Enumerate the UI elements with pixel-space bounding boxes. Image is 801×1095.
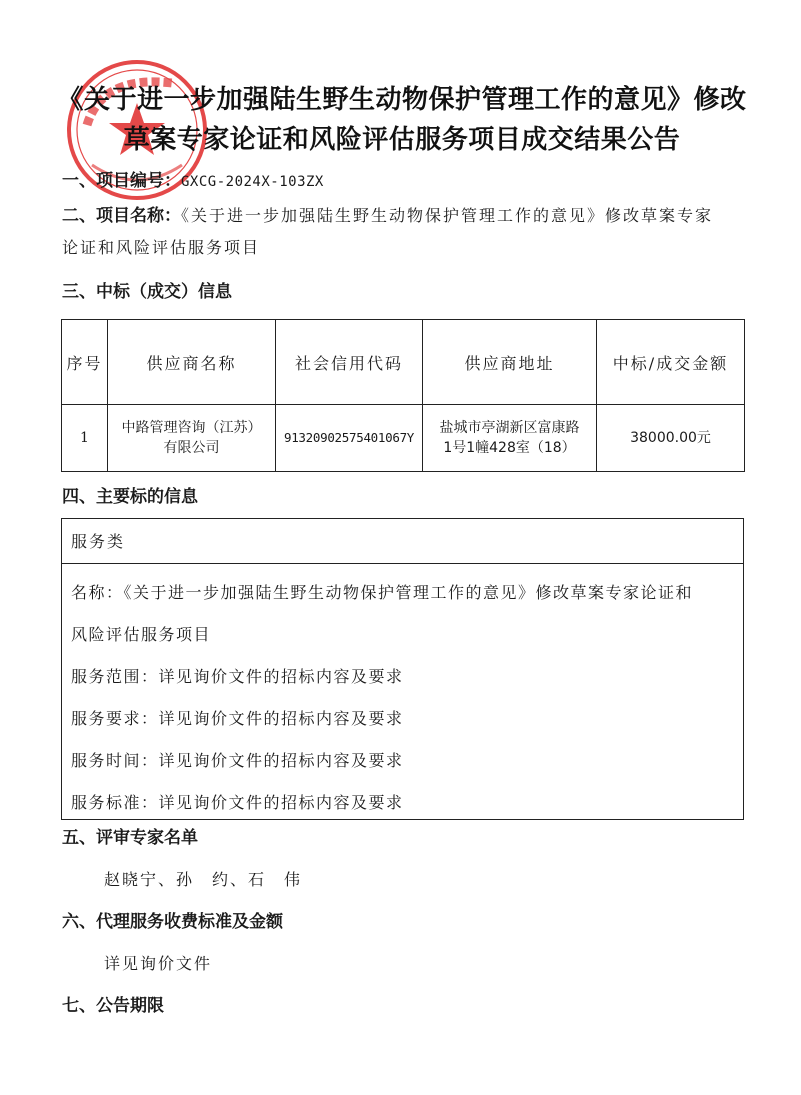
header-amount: 中标/成交金额 (597, 320, 745, 405)
project-number-line (62, 170, 324, 193)
cell-credit-code: 91320902575401067Y (276, 405, 423, 472)
cell-amount: 38000.00元 (597, 405, 745, 472)
table-header-row (62, 320, 745, 405)
subject-line: 名称：《关于进一步加强陆生野生动物保护管理工作的意见》修改草案专家论证和 (71, 583, 694, 602)
cell-no: 1 (62, 405, 108, 472)
project-name-value-2: 论证和风险评估服务项目 (62, 238, 261, 257)
supplier-name-line-2: 有限公司 (163, 440, 220, 456)
project-name-value-1: 《关于进一步加强陆生野生动物保护管理工作的意见》修改草案专家 (181, 206, 714, 225)
main-subject-heading: 四、主要标的信息 (62, 487, 198, 507)
cell-supplier-address (423, 405, 597, 472)
cell-supplier-name (108, 405, 276, 472)
notice-period-heading: 七、公告期限 (62, 996, 164, 1016)
title-line-1: 《关于进一步加强陆生野生动物保护管理工作的意见》修改 (57, 85, 747, 115)
header-supplier-name: 供应商名称 (108, 320, 276, 405)
subject-details (62, 564, 743, 824)
header-no: 序号 (62, 320, 108, 405)
document-title (52, 80, 752, 160)
supplier-address-line-1: 盐城市亭湖新区富康路 (439, 420, 580, 436)
header-supplier-address: 供应商地址 (423, 320, 597, 405)
experts-list: 赵晓宁、孙 约、石 伟 (104, 870, 303, 889)
fee-value: 详见询价文件 (104, 954, 213, 973)
table-row (62, 405, 745, 472)
header-credit-code: 社会信用代码 (276, 320, 423, 405)
project-number-heading: 一、项目编号： (62, 171, 181, 191)
project-name-heading: 二、项目名称： (62, 206, 181, 226)
subject-line: 风险评估服务项目 (71, 625, 212, 644)
supplier-name-line-1: 中路管理咨询（江苏） (121, 420, 262, 436)
subject-line: 服务标准：详见询价文件的招标内容及要求 (71, 793, 404, 812)
fee-heading: 六、代理服务收费标准及金额 (62, 912, 283, 932)
experts-heading: 五、评审专家名单 (62, 828, 198, 848)
award-info-heading: 三、中标（成交）信息 (62, 282, 232, 302)
project-name-line (62, 205, 713, 227)
award-table (61, 319, 745, 472)
supplier-address-line-2: 1号1幢428室（18） (443, 440, 576, 456)
title-line-2: 草案专家论证和风险评估服务项目成交结果公告 (123, 125, 681, 155)
subject-line: 服务范围：详见询价文件的招标内容及要求 (71, 667, 404, 686)
subject-line: 服务要求：详见询价文件的招标内容及要求 (71, 709, 404, 728)
main-subject-box (61, 518, 744, 820)
subject-line: 服务时间：详见询价文件的招标内容及要求 (71, 751, 404, 770)
subject-category: 服务类 (62, 519, 743, 564)
project-number-value: GXCG-2024X-103ZX (181, 174, 324, 190)
